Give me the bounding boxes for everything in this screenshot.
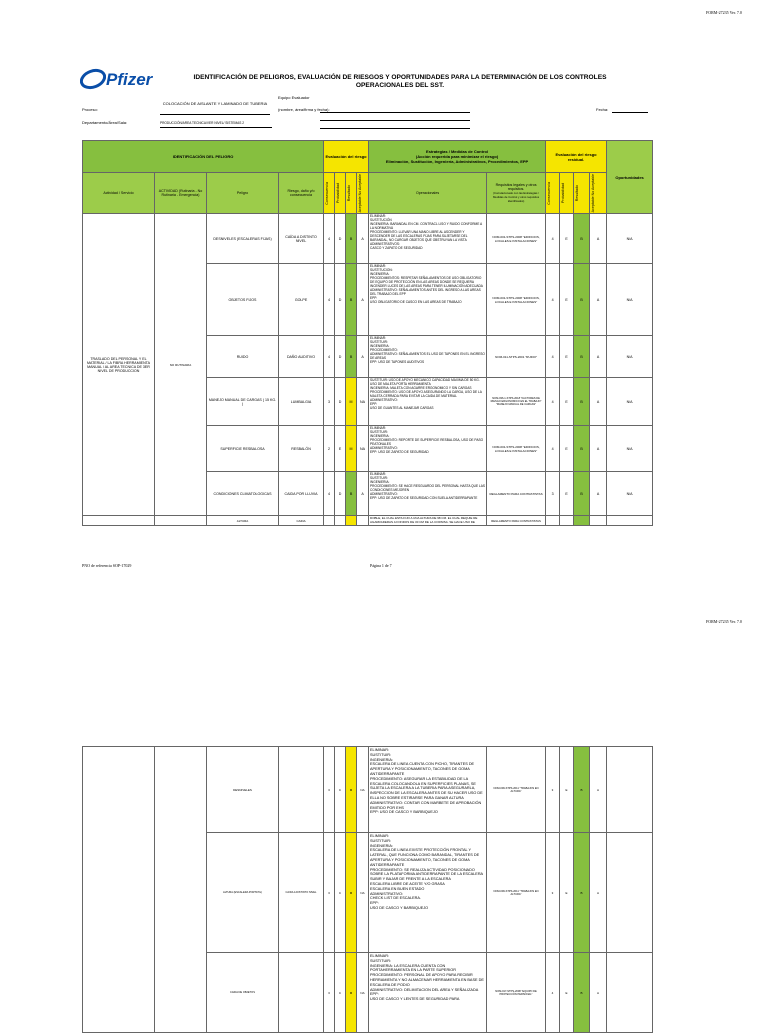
res-probabilidad-cell: E bbox=[560, 378, 574, 426]
probabilidad-cell: C bbox=[335, 747, 346, 833]
header-evaluacion: Evaluación del riesgo bbox=[324, 141, 369, 173]
res-resultado-cell: B bbox=[574, 833, 590, 953]
resultado-cell: M bbox=[346, 953, 357, 1033]
peligro-cell: CAIDA DE OBJETOS bbox=[207, 953, 279, 1033]
operacionales-cell: ELIMINAR: SUSTITUCION: INGENIERIA: PROCEDIMIENTOS: RESPETAR SEÑALAMIENTOS DE USO OBLIGATORIO DE EQUIPO DE PROTECCIÓN EN LAS AREAS DONDE SE REQUIERA INCENDER LUCES DE LAS AREAS PARA TENER ILUMINACIÓN ADECUADA ADMINISTRATIVO: SEÑALAMIENTOS ANTES DEL INGRESO A LAS AREAS DEL TRABAJO DEL EPP EPP: USO OBLIGATORIO DE CASCO EN LAS AREAS DE TRABAJO bbox=[369, 264, 487, 336]
proceso-value: COLOCACIÓN DE AISLANTE Y LAMINADO DE TUBERIA bbox=[162, 101, 268, 106]
probabilidad-cell: D bbox=[335, 378, 346, 426]
col-res-consecuencia: Consecuencia bbox=[547, 181, 552, 205]
consecuencia-cell: 4 bbox=[324, 264, 335, 336]
requisitos-cell: NOM-036-1-STPS-2018 "FACTORES DE RIESGO ERGONOMICO EN EL TRABAJO" "MANEJO MANUAL DE CARGAS" bbox=[487, 378, 546, 426]
riesgo-cell bbox=[279, 953, 324, 1033]
col-actividad: Actividad / Servicio bbox=[83, 173, 155, 214]
pfizer-logo-icon bbox=[80, 66, 106, 92]
probabilidad-cell: C bbox=[335, 953, 346, 1033]
res-aceptable-cell: A bbox=[590, 953, 607, 1033]
res-consecuencia-cell: 3 bbox=[546, 472, 560, 516]
peligro-cell: CONDICIONES CLIMATOLOGICAS bbox=[207, 472, 279, 516]
res-probabilidad-cell: E bbox=[560, 336, 574, 378]
probabilidad-cell: E bbox=[335, 426, 346, 472]
requisitos-cell: NOM-001-STPS-2008 "EDIFICIOS, LOCALES E INSTALACIONES" bbox=[487, 264, 546, 336]
res-aceptable-cell: A bbox=[590, 214, 607, 264]
res-probabilidad-cell: E bbox=[560, 264, 574, 336]
operacionales-cell: ELIMINAR: SUSTITUIR: INGENIERIA: PROCEDIMIENTO: REPORTE DE SUPERFICIE RESBALOSA, USO DE PASO PEATONALES ADMINISTRATIVO: EPP: USO DE ZAPATO DE SEGURIDAD bbox=[369, 426, 487, 472]
consecuencia-cell: 4 bbox=[324, 214, 335, 264]
header-evaluacion-residual: Evaluación del riesgo residual. bbox=[546, 141, 607, 173]
riesgo-cell: CAIDA POR LLUVIA bbox=[279, 472, 324, 516]
operacionales-cell: DOBLE, EL CUAL ESTA FIJO A UNA ALTURA DE 98 CM. EL CUAL REQUIE RE AGARRADERAS A FONDOS DE 30 CM DE LA CORNISA. SE HACE USO DE bbox=[369, 516, 487, 525]
res-aceptable-cell: A bbox=[590, 747, 607, 833]
col-aceptable: Aceptable No Aceptable bbox=[358, 174, 363, 213]
header-estrategias: Estrategias / Medidas de Control (Acción requerida para minimizar el riesgo) Eliminación, Sustitución, Ingeniería, Administrativos, Procedimientos, EPP bbox=[369, 141, 546, 173]
requisitos-cell: REGLAMENTO PARA CONTRATISTAS bbox=[487, 472, 546, 516]
res-consecuencia-cell: 3 bbox=[546, 833, 560, 953]
col-rutinaria: ACTIVIDAD (Rutinaria - No Rutinaria - Emergencia) bbox=[155, 173, 207, 214]
riesgo-cell bbox=[279, 747, 324, 833]
operacionales-cell: SUSTITUIR: USO DE APOYO MECANICO CAPACIDAD MAXIMA DE 50 KG. USO DE MALETA PORTA HERRAMIENTA INGENIERIA: MALETA CON AGARRE ERGONOMICO Y SIN CARGAS PROCEDIMIENTO: USO DE APOYO ASEGURANDO LA CARGA, USO DE LA MALETA CERRADA PARA EVITAR LA CAIDA DE MATERIAL ADMINISTRATIVO: EPP: USO DE GUANTES AL MANEJAR CARGAS bbox=[369, 378, 487, 426]
requisitos-cell: NOM-001-STPS-2008 "EDIFICIOS, LOCALES E INSTALACIONES" bbox=[487, 426, 546, 472]
probabilidad-cell: D bbox=[335, 214, 346, 264]
res-resultado-cell: B bbox=[574, 264, 590, 336]
res-resultado-cell: B bbox=[574, 378, 590, 426]
consecuencia-cell: 4 bbox=[324, 472, 335, 516]
res-probabilidad-cell: E bbox=[560, 747, 574, 833]
res-aceptable-cell: A bbox=[590, 378, 607, 426]
consecuencia-cell: 3 bbox=[324, 953, 335, 1033]
riesgo-cell: DAÑO AUDITIVO bbox=[279, 336, 324, 378]
res-probabilidad-cell: E bbox=[560, 953, 574, 1033]
consecuencia-cell: 3 bbox=[324, 378, 335, 426]
proceso-label: Proceso: bbox=[82, 107, 98, 112]
res-resultado-cell: B bbox=[574, 214, 590, 264]
res-probabilidad-cell: E bbox=[560, 426, 574, 472]
resultado-cell: B bbox=[346, 214, 357, 264]
consecuencia-cell: 4 bbox=[324, 336, 335, 378]
consecuencia-cell: 2 bbox=[324, 426, 335, 472]
col-res-aceptable: Aceptable No Aceptable bbox=[591, 174, 596, 213]
departamento-label: Departamento/Área/Sala: bbox=[82, 120, 128, 125]
equipo-label: Equipo Evaluador bbox=[278, 95, 310, 100]
resultado-cell: M bbox=[346, 747, 357, 833]
col-consecuencia: Consecuencia bbox=[325, 181, 330, 205]
oportunidades-cell: N/A bbox=[607, 472, 653, 516]
header-identificacion: IDENTIFICACIÓN DEL PELIGRO bbox=[83, 141, 324, 173]
col-resultado: Resultado bbox=[347, 185, 352, 202]
peligro-cell: MANEJO MANUAL DE CARGAS ( 15 KG. ) bbox=[207, 378, 279, 426]
res-aceptable-cell: A bbox=[590, 426, 607, 472]
oportunidades-cell: N/A bbox=[607, 378, 653, 426]
riesgo-cell: CAIDA bbox=[279, 516, 324, 525]
requisitos-cell: NOM-017-STPS-2008 "EQUIPO DE PROTECCIÓN PERSONAL" bbox=[487, 953, 546, 1033]
oportunidades-cell: N/A bbox=[607, 214, 653, 264]
res-resultado-cell: B bbox=[574, 953, 590, 1033]
requisitos-cell: NOM-001-STPS-2008 "EDIFICIOS, LOCALES E INSTALACIONES" bbox=[487, 214, 546, 264]
operacionales-cell: ELIMINAR: SUSTITUIR: INGENIERIA: PROCEDIMIENTO: SE HACE RESGUARDO DEL PERSONAL HASTA QUE LAS CONDICIONES MEJOREN ADMINISTRATIVO: EPP: USO DE ZAPATO DE SEGURIDAD CON SUELA ANTIDERRAPANTE bbox=[369, 472, 487, 516]
col-operacionales: Operacionales bbox=[369, 173, 487, 214]
col-probabilidad: Probabilidad bbox=[336, 183, 341, 204]
form-code-page2: FORM-27235 Ver. 7.0 bbox=[706, 619, 742, 624]
res-resultado-cell: B bbox=[574, 472, 590, 516]
fecha-label: Fecha: bbox=[596, 107, 609, 112]
oportunidades-cell: N/A bbox=[607, 264, 653, 336]
probabilidad-cell: C bbox=[335, 833, 346, 953]
resultado-cell: B bbox=[346, 264, 357, 336]
table-row-cut bbox=[83, 516, 653, 525]
riesgo-cell: GOLPE bbox=[279, 264, 324, 336]
footer-reference: PNO de referencia SOP-17029 bbox=[82, 563, 132, 568]
col-res-resultado: Resultado bbox=[575, 185, 580, 202]
res-aceptable-cell: A bbox=[590, 264, 607, 336]
res-probabilidad-cell: E bbox=[560, 833, 574, 953]
operacionales-cell: ELIMINAR: SUSTITUIR: INGENIERIA: ESCALERA DE LINEA EXISTE PROTECCIÓN FRONTAL Y LATERAL, QUE FUNCIONA COMO BARANDAL, TIRANTES DE APERTURA Y POSICIONAMIENTO, TACONES DE GOMA ANTIDERRAPANTE PROCEDIMIENTO: SE REALIZA ACTIVIDAD POSICIONADO SOBRE LA PLATAFORMA ANTIDERRAPANTE DE LA ESCALERA SUBIR Y BAJAR DE FRENTE A LA ESCALERA ESCALERA LIBRE DE ACEITE Y/O GRASA ESCALERA EN BUEN ESTADO ADMINISTRATIVO: CHECK LIST DE ESCALERA. EPP: USO DE CASCO Y BARBIQUEJO bbox=[369, 833, 487, 953]
aceptable-cell: NA bbox=[357, 378, 369, 426]
riesgo-cell: LUMBALGIA bbox=[279, 378, 324, 426]
res-aceptable-cell: A bbox=[590, 336, 607, 378]
aceptable-cell: A bbox=[357, 336, 369, 378]
res-probabilidad-cell: E bbox=[560, 472, 574, 516]
aceptable-cell: A bbox=[357, 264, 369, 336]
header-oportunidades: Oportunidades bbox=[607, 141, 653, 214]
res-resultado-cell: B bbox=[574, 426, 590, 472]
resultado-cell: M bbox=[346, 426, 357, 472]
fecha-field[interactable] bbox=[612, 112, 648, 113]
peligro-cell: ALTURA (ESCALERA PORTATIL) bbox=[207, 833, 279, 953]
res-consecuencia-cell: 3 bbox=[546, 747, 560, 833]
res-consecuencia-cell: 4 bbox=[546, 426, 560, 472]
requisitos-cell: REGLAMENTO PARA CONTRATISTAS bbox=[487, 516, 546, 525]
peligro-cell: DESNIVELES (ESCALERAS FIJAS) bbox=[207, 214, 279, 264]
peligro-cell: OBJETOS FIJOS bbox=[207, 264, 279, 336]
riesgo-cell: CAIDA A DISTINTO NIVEL bbox=[279, 833, 324, 953]
res-aceptable-cell: A bbox=[590, 833, 607, 953]
aceptable-cell: A bbox=[357, 472, 369, 516]
activity-cell: TRASLADO DEL PERSONAL Y EL MATERIAL / LA FIBRA HERRAMIENTA MANUAL / AL AREA TECNICA DE 3ER NIVEL DE PRODUCCION bbox=[83, 214, 155, 516]
res-aceptable-cell: A bbox=[590, 472, 607, 516]
resultado-cell: B bbox=[346, 336, 357, 378]
resultado-cell: M bbox=[346, 378, 357, 426]
aceptable-cell: NA bbox=[357, 833, 369, 953]
risk-table-page2 bbox=[82, 746, 653, 1033]
oportunidades-cell: N/A bbox=[607, 336, 653, 378]
res-resultado-cell: B bbox=[574, 336, 590, 378]
probabilidad-cell: D bbox=[335, 336, 346, 378]
col-requisitos: Requisitos legales y otros requisitos. (Correlacionado con las Estrategias / Medidas de Control y otros requisitos identificados) bbox=[487, 173, 546, 214]
riesgo-cell: CAÍDA A DISTINTO NIVEL bbox=[279, 214, 324, 264]
aceptable-cell: NA bbox=[357, 953, 369, 1033]
peligro-cell: RUIDO bbox=[207, 336, 279, 378]
peligro-cell: SUPERFICIE RESBALOSA bbox=[207, 426, 279, 472]
res-resultado-cell: B bbox=[574, 747, 590, 833]
operacionales-cell: ELIMINAR: SUSTITUIR: INGENIERIA: PROCEDIMIENTO: ADMINISTRATIVO: SEÑALAMIENTOS EL USO DE TAPONES EN EL INGRESO DE AREAS EPP: USO DE TAPONES AUDITIVOS bbox=[369, 336, 487, 378]
brand-name: Pfizer bbox=[106, 70, 153, 89]
consecuencia-cell: 3 bbox=[324, 747, 335, 833]
resultado-cell: M bbox=[346, 833, 357, 953]
res-consecuencia-cell: 4 bbox=[546, 378, 560, 426]
col-peligro: Peligro bbox=[207, 173, 279, 214]
col-res-probabilidad: Probabilidad bbox=[561, 183, 566, 204]
operacionales-cell: ELIMINAR: SUSTITUIR: INGENIERIA: LA ESCALERA CUENTA CON PORTAHERRAMIENTA EN LA PARTE SUPERIOR PROCEDIMIENTO: PERSONAL DE APOYO PARA RECIBIR HERRAMIENTA Y NO ALMACENAR HERRAMIENTA EN BASE DE ESCALERA DE PODIO ADMINISTRATIVO: DELIMITACION DEL AREA Y SEÑALIZADA EPP: USO DE CASCO Y LENTES DE SEGURIDAD PARA bbox=[369, 953, 487, 1033]
consecuencia-cell: 3 bbox=[324, 833, 335, 953]
table-row bbox=[83, 747, 653, 833]
resultado-cell: B bbox=[346, 472, 357, 516]
form-code: FORM-27235 Ver. 7.0 bbox=[706, 10, 742, 15]
aceptable-cell: NA bbox=[357, 426, 369, 472]
res-consecuencia-cell: 4 bbox=[546, 214, 560, 264]
routine-cell: NO RUTINARIA bbox=[155, 214, 207, 516]
oportunidades-cell: N/A bbox=[607, 426, 653, 472]
nombre-label: (nombre, área/firma y fecha): bbox=[278, 107, 330, 112]
peligro-cell: ALTURA bbox=[207, 516, 279, 525]
res-consecuencia-cell: 4 bbox=[546, 264, 560, 336]
requisitos-cell: NOM-011-STPS-2001 "RUIDO" bbox=[487, 336, 546, 378]
document-title: IDENTIFICACIÓN DE PELIGROS, EVALUACIÓN DE RIESGOS Y OPORTUNIDADES PARA LA DETERMINACIÓN DE LOS CONTROLES OPERACIONALES DEL SST. bbox=[193, 74, 607, 89]
peligro-cell: DESNIVELES bbox=[207, 747, 279, 833]
table-row bbox=[83, 214, 653, 264]
requisitos-cell: NOM-009-STPS-2011 "TRABAJOS EN ALTURA" bbox=[487, 747, 546, 833]
departamento-value: PRODUCCIÓN/AREA TECNICA/VER NIVEL/ SISTEMAS 2 bbox=[160, 121, 245, 125]
res-consecuencia-cell: 4 bbox=[546, 953, 560, 1033]
requisitos-cell: NOM-009-STPS-2011 "TRABAJOS EN ALTURA" bbox=[487, 833, 546, 953]
riesgo-cell: RESBALÓN bbox=[279, 426, 324, 472]
operacionales-cell: ELIMINAR: SUSTITUIR: INGENIERIA: ESCALERA DE LINEA CUENTA CON PICHO, TIRANTES DE APERTURA Y POSICIONAMIENTO, TACONES DE GOMA ANTIDERRAPANTE PROCEDIMIENTO: ASEGURAR LA ESTABILIDAD DE LA ESCALERA COLOCANDOLA EN SUPERFICIES PLANAS, SE SUJETA LA ESCALERA A LA TUBERIA PARA ASEGURARLA, INSPECCION DE LA ESCALERA ANTES DE SU HACER USO DE ELLA NO SOBRE ESTIRARSE PARA GANAR ALTURA ADMINISTRATIVO: CONTAR CON MARBETE DE APROBACIÓN EMITIDO POR EHS EPP: USO DE CASCO Y BARBIQUEJO bbox=[369, 747, 487, 833]
aceptable-cell: NA bbox=[357, 747, 369, 833]
res-probabilidad-cell: E bbox=[560, 214, 574, 264]
res-consecuencia-cell: 4 bbox=[546, 336, 560, 378]
operacionales-cell: ELIMINAR: SUSTITUCIÓN INGENIERIA: BARANDAL EN CM. CONTRACL LISO Y RUIDO CONFORME A LA NORMATIVA PROCEDIMIENTO: LLEVAR UNA MANO LIBRE AL ASCENDER Y DESCENDER DE LAS ESCALERAS FIJAS PARA SUJETARSE DEL BARANDAL, NO CARGAR OBJETOS QUE OBSTRUYAN LA VISTA ADMINISTRATIVOS: CASCO Y ZAPATO DE SEGURIDAD bbox=[369, 214, 487, 264]
probabilidad-cell: D bbox=[335, 264, 346, 336]
risk-table bbox=[82, 140, 653, 526]
footer-page: Página 1 de 7 bbox=[370, 563, 392, 568]
pfizer-logo bbox=[80, 66, 160, 96]
aceptable-cell: A bbox=[357, 214, 369, 264]
nombre-field[interactable] bbox=[320, 112, 470, 113]
probabilidad-cell: D bbox=[335, 472, 346, 516]
col-riesgo: Riesgo, daño y/o consecuencia bbox=[279, 173, 324, 214]
